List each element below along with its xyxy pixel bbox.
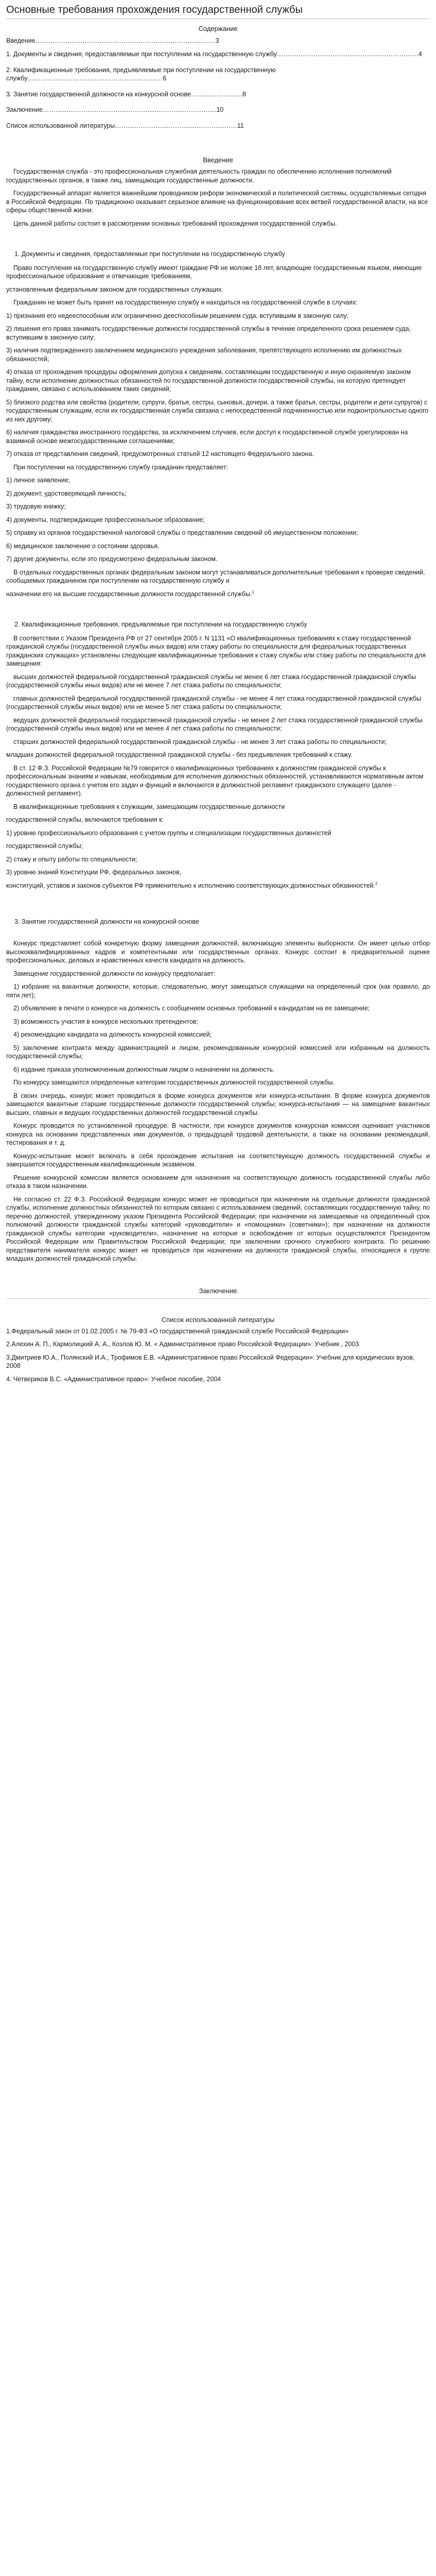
footnote-mark: 2 [375,881,378,886]
s3-list-item: 1) избрание на вакантные должности, которые, следовательно, могут замещаться служащими на определенный срок (как правило, до пяти лет); [6,983,430,999]
s2-paragraph: ведущих должностей федеральной государственной гражданской службы - не менее 2 лет стажа государственной гражданской службы (государственной службы иных видов) или не менее 4 лет стажа работы по специальности; [6,716,423,733]
s1-list-item: 7) отказа от представления сведений, предусмотренных статьей 12 настоящего Федерального закона. [6,450,314,458]
s1-list-item: 6) медицинское заключение о состоянии здоровья. [6,542,160,550]
intro-heading: Введение [203,156,233,164]
footnote-mark: 1 [252,589,254,595]
intro-paragraph: Государственный аппарат является важнейшим проводником реформ экономической и политической системы, осуществляемых сегодня в Российской Федерации. По традиционно оказывает серьезное влияние на функционирование всех ветвей государственной власти, на все сферы общественной жизни. [6,190,428,214]
s2-paragraph: В ст. 12 Ф.З. Российской Федерации №79 говорится о квалификационных требованиях к должностям гражданской службы к профессиональным знаниям и навыкам, необходимым для исполнения должностных обязанностей, устанавливаются нормативным актом государственного органа с учетом его задач и функций и включаются в должностной регламент гражданского служащего (далее - должностной регламент). [6,764,424,798]
toc-item: 3. Занятие государственной должности на конкурсной основе……………………8 [6,90,246,98]
s2-paragraph: старших должностей федеральной государственной гражданской службы - не менее 3 лет стажа работы по специальности; [13,738,387,745]
reference-item: 3.Дмитриев Ю.А., Полянский И.А., Трофимов Е.В. «Административное право Российской Федерации»: Учебник для юридических вузов, 2008 [6,1353,415,1370]
s2-paragraph: главных должностей федеральной государственной гражданской службы - не менее 4 лет стажа государственной гражданской службы (государственной службы иных видов) или не менее 5 лет стажа работы по специальности; [6,694,421,711]
s2-paragraph-last [6,882,430,890]
s3-list-item: 5) заключение контракта между администрацией и лицом, рекомендованным конкурсной комиссией или избранным на должность государственной службы; [6,1044,430,1060]
reference-item: 2.Алехин А. П., Кармолицкий А. А., Козлов Ю. М. « Административное право Российской Федерации»: Учебник , 2003 [6,1341,359,1348]
s1-list-item: 1) признания его недееспособным или ограниченно дееспособным решением суда, вступившим в законную силу; [6,312,349,319]
s2-paragraph: высших должностей федеральной государственной гражданской службы не менее 6 лет стажа государственной гражданской службы (государственной службы иных видов) или не менее 7 лет стажа работы по специальности; [6,673,416,689]
s3-paragraph: Конкурс представляет собой конкретную форму замещения должностей, включающую элементы выборности. Он имеет целью отбор высококвалифицированных кадров и компетентными или государственных органах. Конкурс состоит в предварительной оценке профессиональных, деловых и нравственных качеств кандидата на должность. [6,940,430,964]
s3-paragraph: Конкурс проводится по установленной процедуре. В частности, при конкурсе документов конкурсная комиссия оценивает участников конкурса на основании представленных ими документов, о предыдущей трудовой деятельности, а также на основании рекомендаций, тестирования и т. д. [6,1122,430,1147]
s2-paragraph: младших должностей федеральной государственной гражданской службы - без предъявления требований к стажу. [6,751,353,759]
s2-list-item: 2) стажу и опыту работы по специальности; [6,855,137,863]
s3-list-item: 4) рекомендацию кандидата на должность конкурсной комиссией; [13,1031,212,1039]
section-1-title: 1. Документы и сведения, предоставляемые при поступлении на государственную службу [14,250,285,258]
toc-item: Введение…………………………………………………………………………3 [6,37,219,44]
s2-paragraph: государственной службы, включаются требования к: [6,816,164,824]
s1-paragraph: Право поступления на государственную службу имеют граждане РФ не моложе 18 лет, владеющие государственным языком, имеющие профессиональное образование и отвечающие требованиям, [6,264,422,280]
reference-item: 1.Федеральный закон от 01.02.2005 г. № 79-ФЗ «О государственной гражданской службе Российской Федерации» [6,1327,349,1335]
s3-list-item: 3) возможность участия в конкурсе нескольких претендентов; [13,1018,198,1025]
s1-list-item: 1) личное заявление; [6,477,71,484]
intro-paragraph: Цель данной работы состоит в рассмотрении основных требований прохождения государственной службы. [13,219,337,227]
conclusion-heading: Заключение [199,1286,237,1295]
s1-paragraph: Гражданин не может быть принят на государственную службу и находиться на государственной службе в случаях: [13,299,358,307]
s3-list-item: 2) объявление в печати о конкурсе на должность с сообщением основных требований к кандидатам на ее замещение; [13,1005,370,1012]
reference-item: 4. Четвериков В.С. «Административное право»: Учебное пособие, 2004 [6,1375,221,1383]
s1-paragraph: В отдельных государственных органах федеральным законом могут устанавливаться дополнительные требования к проверке сведений, сообщаемых гражданином при поступлении на государственную службу и [6,568,425,585]
s2-paragraph: государственной службы; [6,842,83,850]
s2-last-text: конституций, уставов и законов субъектов РФ применительно к исполнению соответствующих должностных обязанностей. [6,882,375,890]
s1-list-item: 4) отказа от прохождения процедуры оформления допуска к сведениям, составляющим государственную и иную охраняемую законом тайну, если исполнение должностных обязанностей по государственной должности государственной службы, на которую претендует гражданин, связано с использованием таких сведений; [6,368,411,393]
toc-item: 2. Квалификационные требования, предъявляемые при поступлении на государственную службу………………………………………………………6 [6,66,276,82]
s3-paragraph: Не согласно ст. 22 Ф.З. Российской Федерации конкурс может не проводиться при назначении на отдельные должности гражданской службы, исполнение должностных обязанностей по которым связано с использованием сведений, составляющих государственную тайну, по перечню должностей, утвержденному указом Президента Российской Федерации; при назначении на замещаемые на определенный срок полномочий должности гражданской службы категорий «руководители» и «помощники» (советники»); при назначении на должности гражданской службы категории «руководители», назначение на которые и освобождение от которых осуществляются Президентом Российской Федерации или Правительством Российской Федерации; при заключении срочного служебного контракта. По решению представителя нанимателя конкурс может не проводиться при назначении на должности гражданской службы, относящиеся к группе младших должностей гражданской службы. [6,1195,430,1263]
s1-list-item: 4) документы, подтверждающие профессиональное образование; [6,516,205,523]
s1-list-item: 3) наличия подтвержденного заключением медицинского учреждения заболевания, препятствующего исполнению им должностных обязанностей; [6,347,402,363]
s3-paragraph: В своих очередь, конкурс может проводиться в форме конкурса документов или конкурса-испытания. В форме конкурса документов замещаются вакантные старшие государственные должности государственной службы; конкурса-испытания — на замещение вакантных высших, главных и ведущих государственных должностей государственной службы. [6,1092,430,1116]
references-heading: Список использованной литературы [161,1315,275,1324]
s2-list-item: 3) уровню знаний Конституции РФ, федеральных законов, [6,869,182,876]
s3-list-item: 6) издание приказа уполномоченным должностным лицом о назначении на должность. [13,1065,275,1073]
toc-item: Заключение………………………………………………………………………10 [6,106,224,114]
s1-list-item: 3) трудовую книжку; [6,503,66,511]
s1-paragraph: При поступлении на государственную службу гражданин представляет: [13,463,229,471]
s3-paragraph: По конкурсу замещаются определенные категории государственных должностей государственной службы. [13,1079,335,1087]
section-2-title: 2. Квалификационные требования, предъявляемые при поступлении на государственную службу [14,621,307,629]
document-title: Основные требования прохождения государственной службы [6,4,303,15]
toc-item: Список использованной литературы…………………………………………………11 [6,122,244,129]
s1-paragraph-last [6,590,430,599]
toc-heading: Содержание [198,25,238,33]
s2-paragraph: В соответствии с Указом Президента РФ от 27 сентября 2005 г. N 1131 «О квалификационных требованиях к стажу государственной гражданской службы (государственной службы иных видов) или стажу работы по специальности для федеральных государственных гражданских служащих» установлены следующие квалификационные требования к стажу службы или стажу работы по специальности для замещения: [6,634,426,668]
s1-list-item: 5) справку из органов государственной налоговой службы о представлении сведений об имущественном положении; [6,529,358,537]
s2-list-item: 1) уровню профессионального образования с учетом группы и специализации государственных должностей [6,829,332,837]
s2-paragraph: В квалификационные требования к служащим, замещающим государственные должности [13,803,285,810]
intro-paragraph: Государственная служба - это профессиональная служебная деятельность граждан по обеспечению исполнения полномочий государственных органов, в также лиц, замещающих государственные должности. [6,168,392,184]
s1-list-item: 7) другие документы, если это предусмотрено федеральным законом. [6,555,218,563]
toc-item: 1. Документы и сведения, предоставляемые при поступлении на государственную службу…………………………………………………………4 [6,50,422,58]
s1-list-item: 5) близкого родства или свойства (родители, супруги, братья, сестры, сыновья, дочери, а также братья, сестры, родители и дети супругов) с государственным служащим, если их государственная служба связана с непосредственной подчиненностью или подконтрольностью одного из них другому; [6,398,429,423]
s1-last-text: назначении его на высшие государственные должности государственной службы. [6,590,252,598]
s3-paragraph: Решение конкурсной комиссии является основанием для назначения на соответствующую должность государственной службы либо отказа в таком назначении. [6,1174,430,1190]
s3-paragraph: Замещение государственной должности по конкурсу предполагает: [13,970,216,977]
conclusion-divider [6,1298,430,1299]
s1-paragraph: установленным федеральным законом для государственных служащих. [6,285,223,293]
s1-list-item: 2) лишения его права занимать государственные должности государственной службы в течение определенного срока решением суда, вступившим в законную силу; [6,325,411,341]
s3-paragraph: Конкурс-испытание может включать в себя прохождение испытания на соответствующую должность государственной службы и завершается государственным квалификационным экзаменом. [6,1152,430,1168]
s1-list-item: 2) документ, удостоверяющий личность; [6,489,127,497]
s1-list-item: 6) наличия гражданства иностранного государства, за исключением случаев, если доступ к государственной службе урегулирован на взаимной основе межгосударственными соглашениями; [6,429,408,445]
section-3-title: 3. Занятие государственной должности на конкурсной основе [14,918,199,925]
